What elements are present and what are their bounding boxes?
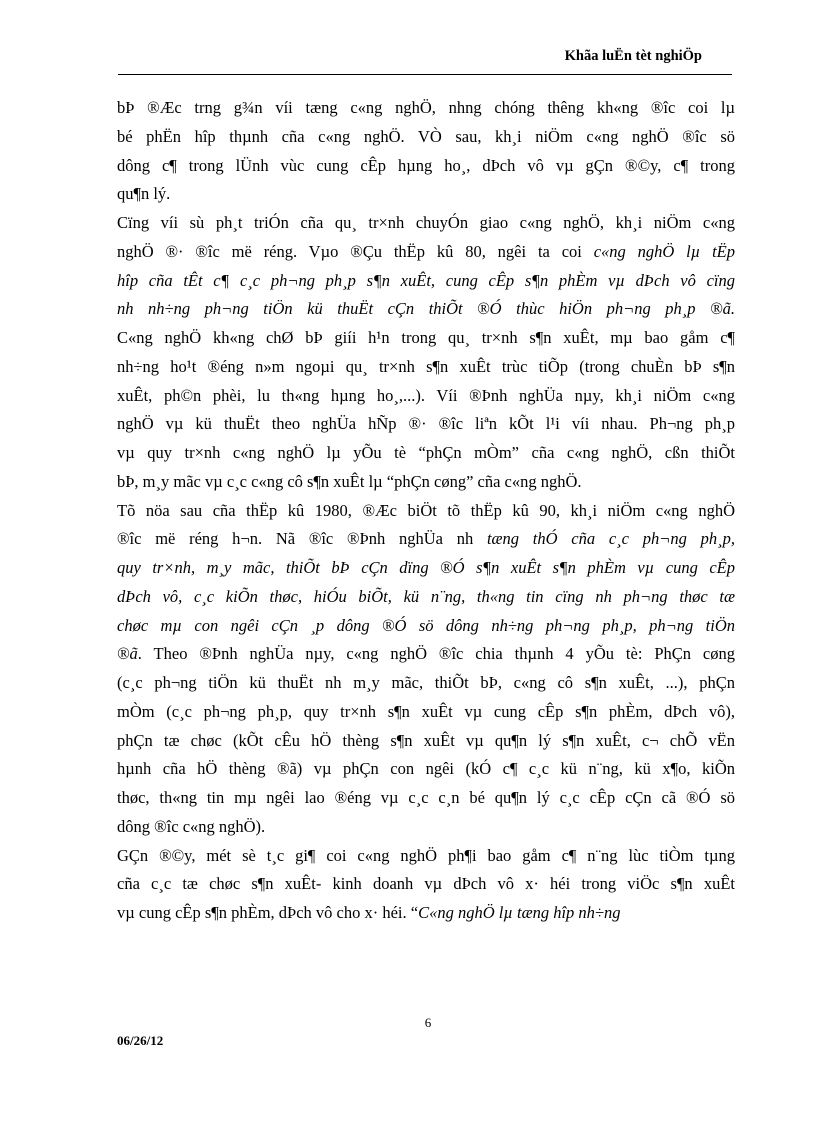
text-segment: phÇn tæ chøc (kÕt cÊu hÖ thèng s¶n xuÊt vµ qu¶n lý s¶n xuÊt, c¬ chÕ vËn bbox=[117, 730, 735, 750]
page-header bbox=[118, 44, 732, 75]
text-segment: qu¶n lý. bbox=[117, 184, 171, 204]
text-line bbox=[117, 267, 735, 296]
text-line bbox=[117, 784, 735, 813]
text-line bbox=[117, 324, 735, 353]
text-line bbox=[117, 238, 735, 267]
text-line bbox=[117, 870, 735, 899]
text-segment: vµ cung cÊp s¶n phÈm, dÞch vô cho x· héi. “ bbox=[117, 903, 419, 922]
text-line bbox=[117, 410, 735, 439]
text-segment: C«ng nghÖ kh«ng chØ bÞ giíi h¹n trong qu¸ tr×nh s¶n xuÊt, mµ bao gåm c¶ bbox=[117, 328, 735, 347]
text-line bbox=[117, 813, 735, 842]
text-segment: cña c¸c tæ chøc s¶n xuÊt- kinh doanh vµ dÞch vô x· héi trong viÖc s¶n xuÊt bbox=[117, 874, 735, 894]
italic-text-segment: c«ng nghÖ lµ tËp bbox=[593, 241, 735, 261]
text-segment: bÞ ®Æc trng g¾n víi tæng c«ng nghÖ, nhng chóng thêng kh«ng ®îc coi lµ bbox=[117, 98, 735, 117]
text-line bbox=[117, 180, 735, 209]
text-segment: hµnh cña hÖ thèng ®ã) vµ phÇn con ngêi (kÓ c¶ c¸c kü n¨ng, kü x¶o, kiÕn bbox=[117, 759, 735, 779]
text-line bbox=[117, 612, 735, 641]
text-segment: thøc, th«ng tin mµ ngêi lao ®éng vµ c¸c c¸n bé qu¶n lý c¸c cÊp cÇn cã ®Ó sö bbox=[117, 788, 735, 807]
footer-date: 06/26/12 bbox=[117, 1033, 164, 1048]
text-line bbox=[117, 669, 735, 698]
text-line bbox=[117, 698, 735, 727]
text-segment: nghÖ vµ kü thuËt theo nghÜa hÑp ®· ®îc liªn kÕt l¹i víi nhau. Ph¬ng ph¸p bbox=[117, 414, 735, 434]
text-segment: (c¸c ph¬ng tiÖn kü thuËt nh m¸y mãc, thiÕt bÞ, c«ng cô s¶n xuÊt, ...), phÇn bbox=[117, 673, 735, 692]
header-title: Khãa luËn tèt nghiÖp bbox=[564, 48, 702, 64]
text-line bbox=[117, 497, 735, 526]
text-line bbox=[117, 525, 735, 554]
text-segment: bÞ, m¸y mãc vµ c¸c c«ng cô s¶n xuÊt lµ “phÇn cøng” cña c«ng nghÖ. bbox=[117, 471, 582, 491]
text-line bbox=[117, 899, 735, 928]
page-number: 6 bbox=[424, 1015, 432, 1030]
text-line bbox=[117, 727, 735, 756]
text-line bbox=[117, 382, 735, 411]
text-segment: vµ quy tr×nh c«ng nghÖ lµ yÕu tè “phÇn mÒm” cña c«ng nghÖ, cßn thiÕt bbox=[117, 443, 735, 462]
text-line bbox=[117, 468, 735, 497]
text-segment: ®îc më réng h¬n. Nã ®îc ®Þnh nghÜa nh bbox=[117, 529, 487, 549]
italic-text-segment: hîp cña tÊt c¶ c¸c ph¬ng ph¸p s¶n xuÊt, cung cÊp s¶n phÈm vµ dÞch vô cïng bbox=[117, 270, 735, 290]
text-segment: nh÷ng ho¹t ®éng n»m ngoµi qu¸ tr×nh s¶n xuÊt trùc tiÕp (trong chuÈn bÞ s¶n bbox=[117, 356, 735, 376]
text-segment: mÒm (c¸c ph¬ng ph¸p, quy tr×nh s¶n xuÊt vµ cung cÊp s¶n phÈm, dÞch vô), bbox=[117, 701, 735, 721]
text-line bbox=[117, 439, 735, 468]
text-line bbox=[117, 353, 735, 382]
text-line bbox=[117, 640, 735, 669]
text-segment: xuÊt, ph©n phèi, lu th«ng hµng ho¸,...). Víi ®Þnh nghÜa nµy, kh¸i niÖm c«ng bbox=[117, 385, 735, 405]
text-segment: . Theo ®Þnh nghÜa nµy, c«ng nghÖ ®îc chia thµnh 4 yÕu tè: PhÇn cøng bbox=[137, 644, 735, 664]
text-segment: dông c¶ trong lÜnh vùc cung cÊp hµng ho¸, dÞch vô vµ gÇn ®©y, c¶ trong bbox=[117, 155, 735, 175]
italic-text-segment: quy tr×nh, m¸y mãc, thiÕt bÞ cÇn dïng ®Ó s¶n xuÊt s¶n phÈm vµ cung cÊp bbox=[117, 558, 735, 577]
text-line bbox=[117, 123, 735, 152]
text-segment: nghÖ ®· ®îc më réng. Vµo ®Çu thËp kû 80, ngêi ta coi bbox=[117, 241, 594, 261]
text-line bbox=[117, 842, 735, 871]
text-line bbox=[117, 583, 735, 612]
text-segment: dông ®îc c«ng nghÖ). bbox=[117, 816, 266, 836]
text-line bbox=[117, 554, 735, 583]
text-line bbox=[117, 295, 735, 324]
text-segment: bé phËn hîp thµnh cña c«ng nghÖ. VÒ sau, kh¸i niÖm c«ng nghÖ ®îc sö bbox=[117, 126, 735, 146]
text-segment: Tõ nöa sau cña thËp kû 1980, ®Æc biÖt tõ thËp kû 90, kh¸i niÖm c«ng nghÖ bbox=[117, 500, 735, 520]
text-line bbox=[117, 209, 735, 238]
body-text bbox=[117, 94, 735, 928]
italic-text-segment: nh nh÷ng ph¬ng tiÖn kü thuËt cÇn thiÕt ®Ó thùc hiÖn ph¬ng ph¸p ®ã. bbox=[117, 299, 735, 319]
text-line bbox=[117, 152, 735, 181]
italic-text-segment: chøc mµ con ngêi cÇn ¸p dông ®Ó sö dông nh÷ng ph¬ng ph¸p, ph¬ng tiÖn bbox=[117, 615, 735, 635]
italic-text-segment: C«ng nghÖ lµ tæng hîp nh÷ng bbox=[418, 903, 621, 922]
text-line bbox=[117, 755, 735, 784]
italic-text-segment: tæng thÓ cña c¸c ph¬ng ph¸p, bbox=[486, 529, 735, 549]
text-line bbox=[117, 94, 735, 123]
italic-text-segment: ®ã bbox=[117, 644, 138, 664]
italic-text-segment: dÞch vô, c¸c kiÕn thøc, hiÓu biÕt, kü n¨ng, th«ng tin cïng nh ph¬ng thøc tæ bbox=[117, 586, 735, 606]
text-segment: GÇn ®©y, mét sè t¸c gi¶ coi c«ng nghÖ ph¶i bao gåm c¶ n¨ng lùc tiÒm tµng bbox=[117, 845, 735, 865]
text-segment: Cïng víi sù ph¸t triÓn cña qu¸ tr×nh chuyÓn giao c«ng nghÖ, kh¸i niÖm c«ng bbox=[117, 213, 735, 232]
